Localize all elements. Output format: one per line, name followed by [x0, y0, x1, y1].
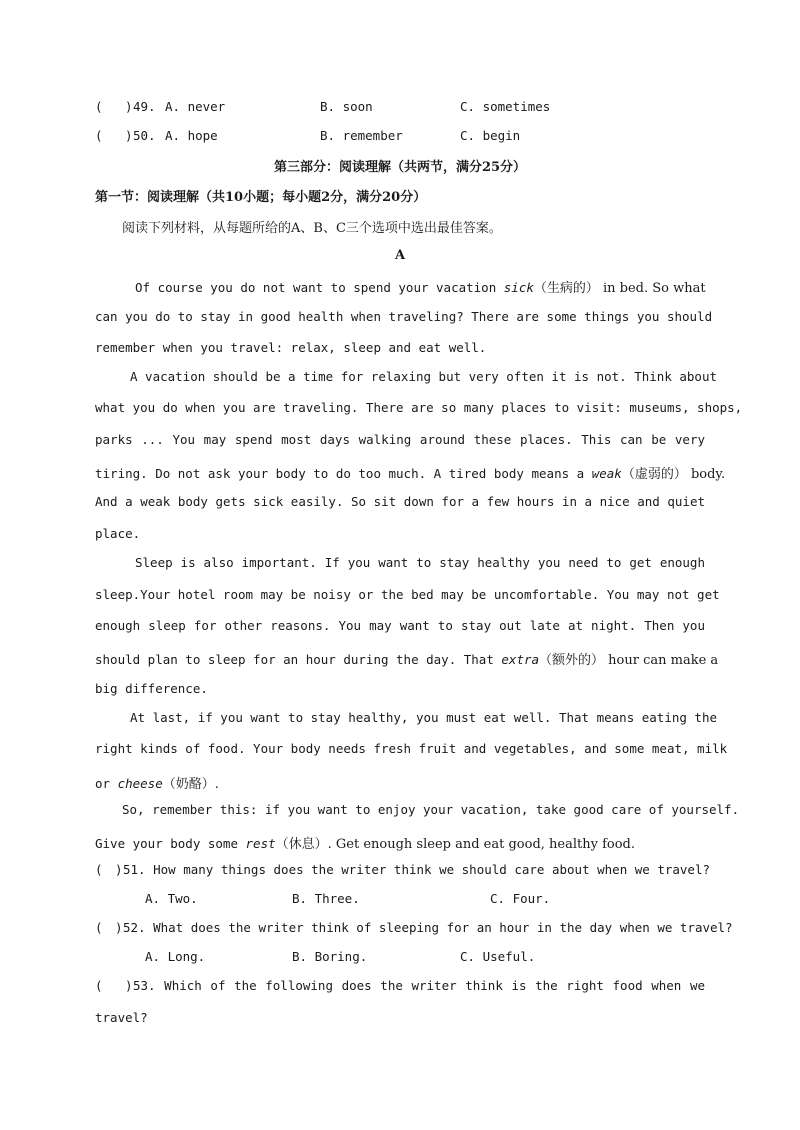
- q51-paren-open: (: [95, 862, 103, 877]
- p3-line-2: sleep.Your hotel room may be noisy or the bed may be uncomfortable. You may not get: [95, 587, 720, 602]
- q53-question-line-1: 53. Which of the following does the writer think is the right food when we: [133, 978, 705, 993]
- q49-number: 49.: [133, 99, 156, 114]
- p1-line-1: Of course you do not want to spend your vacation sick（生病的） in bed. So what: [135, 280, 706, 296]
- p4-line-2: right kinds of food. Your body needs fresh fruit and vegetables, and some meat, milk: [95, 741, 728, 756]
- q50-option-c: C. begin: [460, 128, 521, 143]
- q50-number: 50.: [133, 128, 156, 143]
- part3-title: 第三部分：阅读理解（共两节，满分25分）: [273, 160, 527, 175]
- p4-line-3: or cheese（奶酪）.: [95, 776, 219, 792]
- q50-paren-close: ): [125, 128, 133, 143]
- p2-line-2: what you do when you are traveling. There are so many places to visit: museums, shops,: [95, 400, 743, 415]
- instruction-text: 阅读下列材料，从每题所给的A、B、C三个选项中选出最佳答案。: [122, 221, 502, 236]
- q51-option-c: C. Four.: [490, 891, 551, 906]
- p5-line-1: So, remember this: if you want to enjoy your vacation, take good care of yourself.: [122, 802, 740, 817]
- q51-option-a: A. Two.: [145, 891, 198, 906]
- section1-title: 第一节：阅读理解（共10小题；每小题2分，满分20分）: [95, 190, 427, 205]
- p2-line-3: parks ... You may spend most days walking around these places. This can be very: [95, 432, 705, 447]
- q50-paren-open: (: [95, 128, 103, 143]
- q49-paren-close: ): [125, 99, 133, 114]
- p3-line-1: Sleep is also important. If you want to stay healthy you need to get enough: [135, 555, 705, 570]
- q53-paren-close: ): [125, 978, 133, 993]
- q51-option-b: B. Three.: [292, 891, 360, 906]
- q52-paren-open: (: [95, 920, 103, 935]
- q49-option-a: A. never: [165, 99, 226, 114]
- q49-option-c: C. sometimes: [460, 99, 551, 114]
- passage-label: A: [394, 248, 406, 263]
- q52-option-c: C. Useful.: [460, 949, 536, 964]
- q52-paren-close: ): [115, 920, 123, 935]
- p3-line-3: enough sleep for other reasons. You may want to stay out late at night. Then you: [95, 618, 705, 633]
- q50-option-a: A. hope: [165, 128, 218, 143]
- p2-line-4: tiring. Do not ask your body to do too much. A tired body means a weak（虚弱的） body.: [95, 466, 726, 482]
- p3-line-4: should plan to sleep for an hour during the day. That extra（额外的） hour can make a: [95, 652, 719, 668]
- q52-question: 52. What does the writer think of sleeping for an hour in the day when we travel?: [123, 920, 733, 935]
- q52-option-b: B. Boring.: [292, 949, 368, 964]
- p2-line-6: place.: [95, 526, 141, 541]
- q49-paren-open: (: [95, 99, 103, 114]
- q53-question-line-2: travel?: [95, 1010, 148, 1025]
- q52-option-a: A. Long.: [145, 949, 206, 964]
- q53-paren-open: (: [95, 978, 103, 993]
- q51-question: 51. How many things does the writer think we should care about when we travel?: [123, 862, 710, 877]
- q51-paren-close: ): [115, 862, 123, 877]
- q49-option-b: B. soon: [320, 99, 373, 114]
- p1-line-2: can you do to stay in good health when traveling? There are some things you should: [95, 309, 713, 324]
- p4-line-1: At last, if you want to stay healthy, you must eat well. That means eating the: [130, 710, 717, 725]
- q50-option-b: B. remember: [320, 128, 403, 143]
- p1-line-3: remember when you travel: relax, sleep and eat well.: [95, 340, 487, 355]
- p3-line-5: big difference.: [95, 681, 208, 696]
- p5-line-2: Give your body some rest（休息）. Get enough sleep and eat good, healthy food.: [95, 836, 635, 852]
- p2-line-5: And a weak body gets sick easily. So sit down for a few hours in a nice and quiet: [95, 494, 705, 509]
- p2-line-1: A vacation should be a time for relaxing but very often it is not. Think about: [130, 369, 717, 384]
